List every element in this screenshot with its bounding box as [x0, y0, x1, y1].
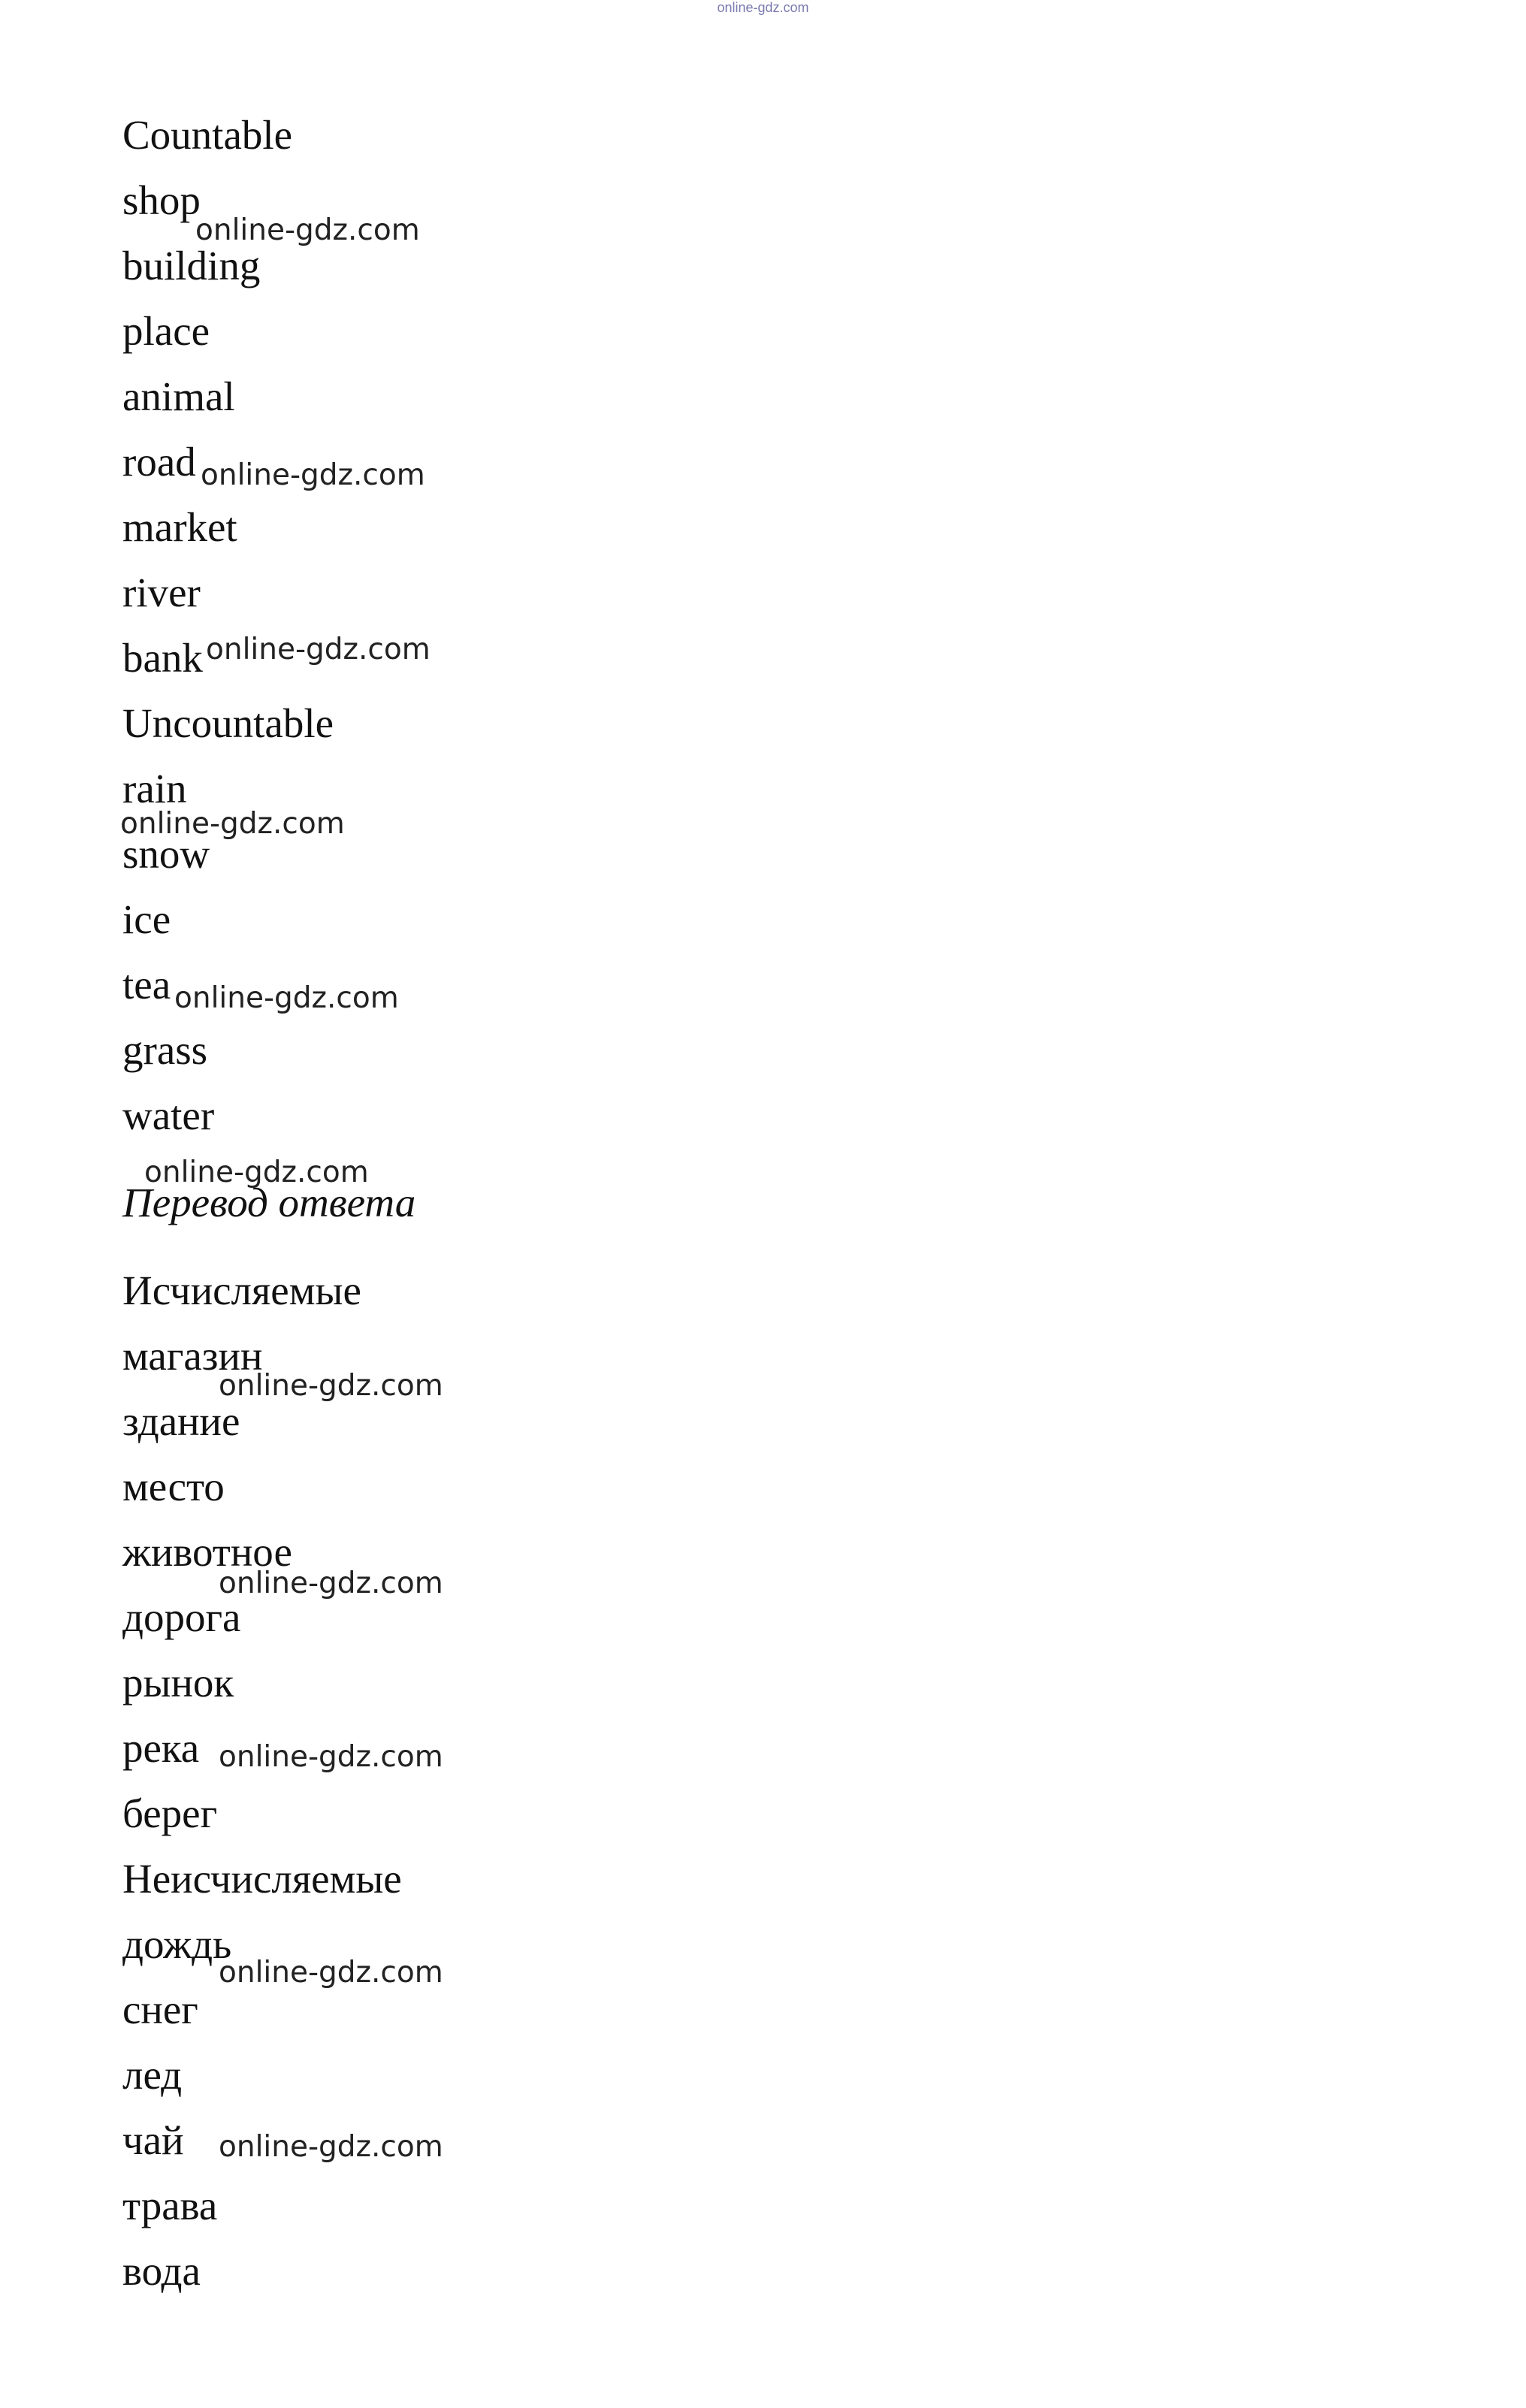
uncountable-word: grass	[122, 1027, 208, 1073]
uncountable-word: rain	[122, 766, 187, 811]
uncountable-word: tea	[122, 962, 171, 1008]
russian-countable-word: берег	[122, 1790, 218, 1836]
countable-word: shop	[122, 177, 201, 223]
header-watermark: online-gdz.com	[717, 0, 809, 15]
watermark: online-gdz.com	[219, 1567, 443, 1600]
translation-heading: Перевод ответа	[122, 1180, 416, 1225]
russian-uncountable-word: снег	[122, 1987, 198, 2032]
countable-word: animal	[122, 373, 235, 419]
uncountable-word: snow	[122, 831, 210, 877]
russian-countable-word: рынок	[122, 1660, 234, 1706]
countable-word: market	[122, 504, 237, 550]
russian-countable-word: дорога	[122, 1594, 241, 1640]
russian-countable-word: здание	[122, 1398, 240, 1444]
countable-heading: Countable	[122, 112, 293, 158]
russian-countable-heading: Исчисляемые	[122, 1267, 361, 1313]
russian-uncountable-heading: Неисчисляемые	[122, 1856, 402, 1902]
russian-uncountable-word: чай	[122, 2117, 184, 2163]
russian-countable-word: место	[122, 1464, 225, 1509]
watermark: online-gdz.com	[195, 213, 420, 247]
russian-uncountable-word: дождь	[122, 1921, 232, 1967]
countable-word: road	[122, 439, 196, 485]
countable-word: bank	[122, 635, 203, 681]
watermark: online-gdz.com	[219, 2130, 443, 2164]
watermark: online-gdz.com	[201, 458, 425, 492]
russian-countable-word: животное	[122, 1529, 292, 1575]
watermark: online-gdz.com	[144, 1156, 369, 1189]
countable-word: river	[122, 570, 201, 615]
watermark: online-gdz.com	[219, 1740, 443, 1774]
watermark: online-gdz.com	[120, 807, 345, 841]
uncountable-heading: Uncountable	[122, 700, 334, 746]
watermark: online-gdz.com	[219, 1369, 443, 1403]
countable-word: place	[122, 308, 210, 354]
russian-countable-word: река	[122, 1725, 200, 1771]
russian-uncountable-word: трава	[122, 2183, 218, 2228]
countable-word: building	[122, 243, 261, 289]
watermark: online-gdz.com	[219, 1956, 443, 1990]
russian-uncountable-word: лед	[122, 2052, 183, 2098]
watermark: online-gdz.com	[206, 633, 431, 666]
watermark: online-gdz.com	[174, 981, 399, 1015]
russian-uncountable-word: вода	[122, 2248, 201, 2294]
uncountable-word: water	[122, 1092, 215, 1138]
russian-countable-word: магазин	[122, 1333, 263, 1379]
uncountable-word: ice	[122, 896, 171, 942]
